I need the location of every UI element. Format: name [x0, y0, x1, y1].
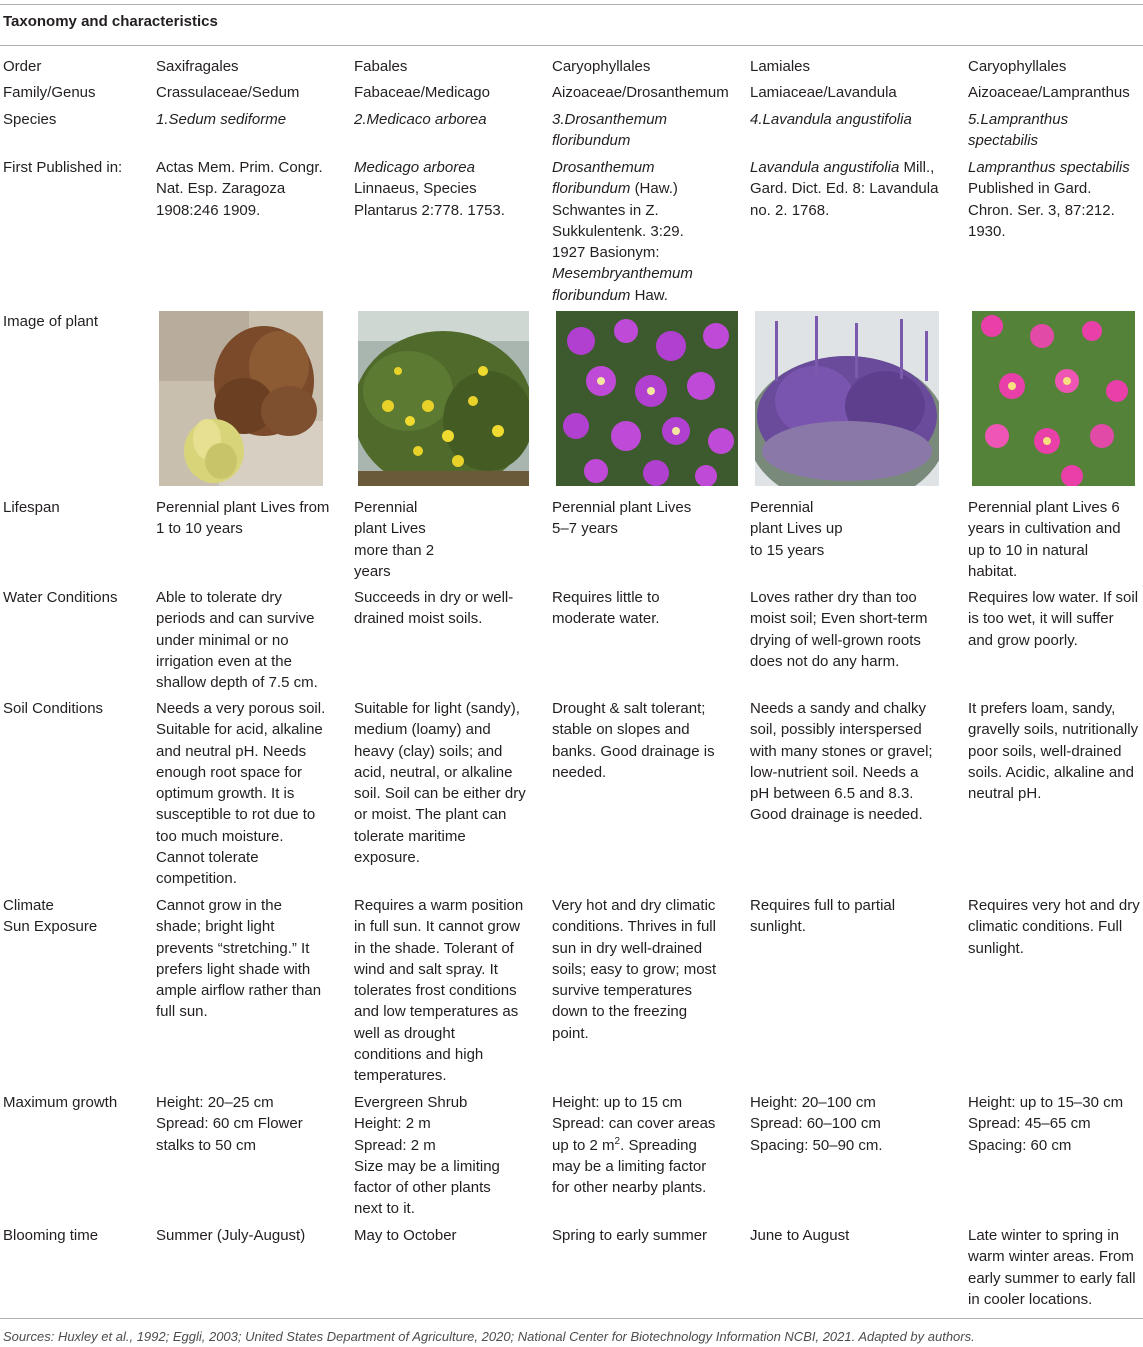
published-cell: Lampranthus spectabilis Published in Gard. Chron. Ser. 3, 87:212. 1930.: [968, 159, 1130, 240]
lifespan-cell: Perennial plant Lives 6 years in cultivation and up to 10 in natural habitat.: [968, 499, 1121, 580]
row-label-family: Family/Genus: [3, 84, 96, 101]
lifespan-cell: Perennial plant Lives more than 2 years: [354, 499, 435, 580]
row-label-growth: Maximum growth: [3, 1094, 118, 1111]
climate-label: Climate: [3, 897, 54, 914]
row-label-water: Water Conditions: [3, 589, 118, 606]
species-cell: 3.Drosanthemum floribundum: [552, 111, 668, 150]
family-cell: Aizoaceae/Lampranthus: [968, 84, 1130, 101]
header-rule: [0, 45, 1143, 46]
species-cell: 5.Lampranthus spectabilis: [968, 111, 1069, 150]
growth-cell: Height: up to 15 cm Spread: can cover areas up to 2 $m^2$. Spreading may be a limiting factor for other nearby plants.: [552, 1094, 716, 1197]
growth-cell: Height: 20–100 cm Spread: 60–100 cm Spacing: 50–90 cm.: [750, 1094, 883, 1154]
climate-cell: Requires full to partial sunlight.: [750, 897, 896, 936]
water-cell: Able to tolerate dry periods and can survive under minimal or no irrigation even at the shallow depth of 7.5 cm.: [156, 589, 318, 692]
sun-exposure-label: Sun Exposure: [3, 918, 98, 936]
growth-cell: Height: up to 15–30 cm Spread: 45–65 cm Spacing: 60 cm: [968, 1094, 1124, 1154]
water-cell: Loves rather dry than too moist soil; Even short-term drying of well-grown roots does not do any harm.: [750, 589, 928, 670]
order-cell: Caryophyllales: [552, 58, 651, 75]
top-rule: [0, 4, 1143, 5]
lifespan-cell: Perennial plant Lives from 1 to 10 years: [156, 499, 330, 538]
lampranthus-photo: [972, 311, 1135, 486]
blooming-cell: Summer (July-August): [156, 1227, 306, 1244]
blooming-cell: Late winter to spring in warm winter areas. From early summer to early fall in cooler locations.: [968, 1227, 1136, 1308]
lifespan-cell: Perennial plant Lives up to 15 years: [750, 499, 843, 559]
water-cell: Requires little to moderate water.: [552, 589, 660, 628]
sedum-photo: [159, 311, 323, 486]
family-cell: Lamiaceae/Lavandula: [750, 84, 897, 101]
published-cell: Drosanthemum floribundum (Haw.) Schwantes in Z. Sukkulentenk. 3:29. 1927 Basionym: Mesembryanthemum floribundum Haw.: [552, 159, 693, 304]
lavandula-photo: [755, 311, 939, 486]
row-label-published: First Published in:: [3, 159, 123, 176]
order-cell: Caryophyllales: [968, 58, 1067, 75]
lifespan-cell: Perennial plant Lives 5–7 years: [552, 499, 692, 538]
blooming-cell: June to August: [750, 1227, 850, 1244]
blooming-cell: May to October: [354, 1227, 457, 1244]
order-cell: Saxifragales: [156, 58, 239, 75]
row-label-order: Order: [3, 58, 42, 75]
soil-cell: Needs a sandy and chalky soil, possibly interspersed with many stones or gravel; low-nutrient soil. Needs a pH between 6.5 and 8.3. Good drainage is needed.: [750, 700, 933, 824]
published-cell: Medicago arborea Linnaeus, Species Plantarus 2:778. 1753.: [354, 159, 505, 219]
table-title: Taxonomy and characteristics: [3, 13, 218, 30]
soil-cell: Drought & salt tolerant; stable on slopes and banks. Good drainage is needed.: [552, 700, 715, 781]
water-cell: Succeeds in dry or well-drained moist soils.: [354, 589, 514, 628]
row-label-image: Image of plant: [3, 313, 99, 330]
growth-cell: Evergreen Shrub Height: 2 m Spread: 2 m Size may be a limiting factor of other plants next to it.: [354, 1094, 500, 1218]
climate-cell: Requires a warm position in full sun. It cannot grow in the shade. Tolerant of wind and salt spray. It tolerates frost conditions and low temperatures as well as drought conditions and high temperatures.: [354, 897, 524, 1085]
species-cell: 2.Medicaco arborea: [354, 111, 487, 128]
soil-cell: Suitable for light (sandy), medium (loamy) and heavy (clay) soils; and acid, neutral, or alkaline soil. Soil can be either dry or moist. The plant can tolerate maritime exposure.: [354, 700, 526, 867]
drosanthemum-photo: [556, 311, 738, 486]
published-cell: Actas Mem. Prim. Congr. Nat. Esp. Zaragoza 1908:246 1909.: [156, 159, 323, 219]
order-cell: Lamiales: [750, 58, 811, 75]
family-cell: Fabaceae/Medicago: [354, 84, 490, 101]
row-label-climate: [3, 895, 97, 938]
climate-cell: Very hot and dry climatic conditions. Thrives in full sun in dry well-drained soils; easy to grow; most survive temperatures down to the freezing point.: [552, 897, 717, 1042]
growth-cell: Height: 20–25 cm Spread: 60 cm Flower stalks to 50 cm: [156, 1094, 303, 1154]
order-cell: Fabales: [354, 58, 408, 75]
published-cell: Lavandula angustifolia Mill., Gard. Dict. Ed. 8: Lavandula no. 2. 1768.: [750, 159, 939, 219]
blooming-cell: Spring to early summer: [552, 1227, 708, 1244]
family-cell: Aizoaceae/Drosanthemum: [552, 84, 729, 101]
sources-text: Huxley et al., 1992; Eggli, 2003; United States Department of Agriculture, 2020; National Center for Biotechnology Information NCBI, 2021: [57, 1329, 852, 1344]
medicago-photo: [358, 311, 529, 486]
row-label-lifespan: Lifespan: [3, 499, 60, 516]
climate-cell: Cannot grow in the shade; bright light prevents “stretching.” It prefers light shade with ample airflow rather than full sun.: [156, 897, 322, 1021]
row-label-blooming: Blooming time: [3, 1227, 99, 1244]
sources-suffix: . Adapted by authors.: [851, 1329, 975, 1344]
species-cell: 4.Lavandula angustifolia: [750, 111, 912, 128]
water-cell: Requires low water. If soil is too wet, it will suffer and grow poorly.: [968, 589, 1139, 649]
soil-cell: Needs a very porous soil. Suitable for acid, alkaline and neutral pH. Needs enough root space for optimum growth. It is susceptible to rot due to too much moisture. Cannot tolerate competition.: [156, 700, 326, 888]
soil-cell: It prefers loam, sandy, gravelly soils, nutritionally poor soils, well-drained soils. Acidic, alkaline and neutral pH.: [968, 700, 1139, 803]
bottom-rule: [0, 1318, 1143, 1319]
sources-label: Sources:: [3, 1329, 55, 1344]
climate-cell: Requires very hot and dry climatic conditions. Full sunlight.: [968, 897, 1140, 957]
species-cell: 1.Sedum sediforme: [156, 111, 287, 128]
family-cell: Crassulaceae/Sedum: [156, 84, 300, 101]
row-label-species: Species: [3, 111, 57, 128]
sources-note: [3, 1329, 975, 1344]
row-label-soil: Soil Conditions: [3, 700, 104, 717]
